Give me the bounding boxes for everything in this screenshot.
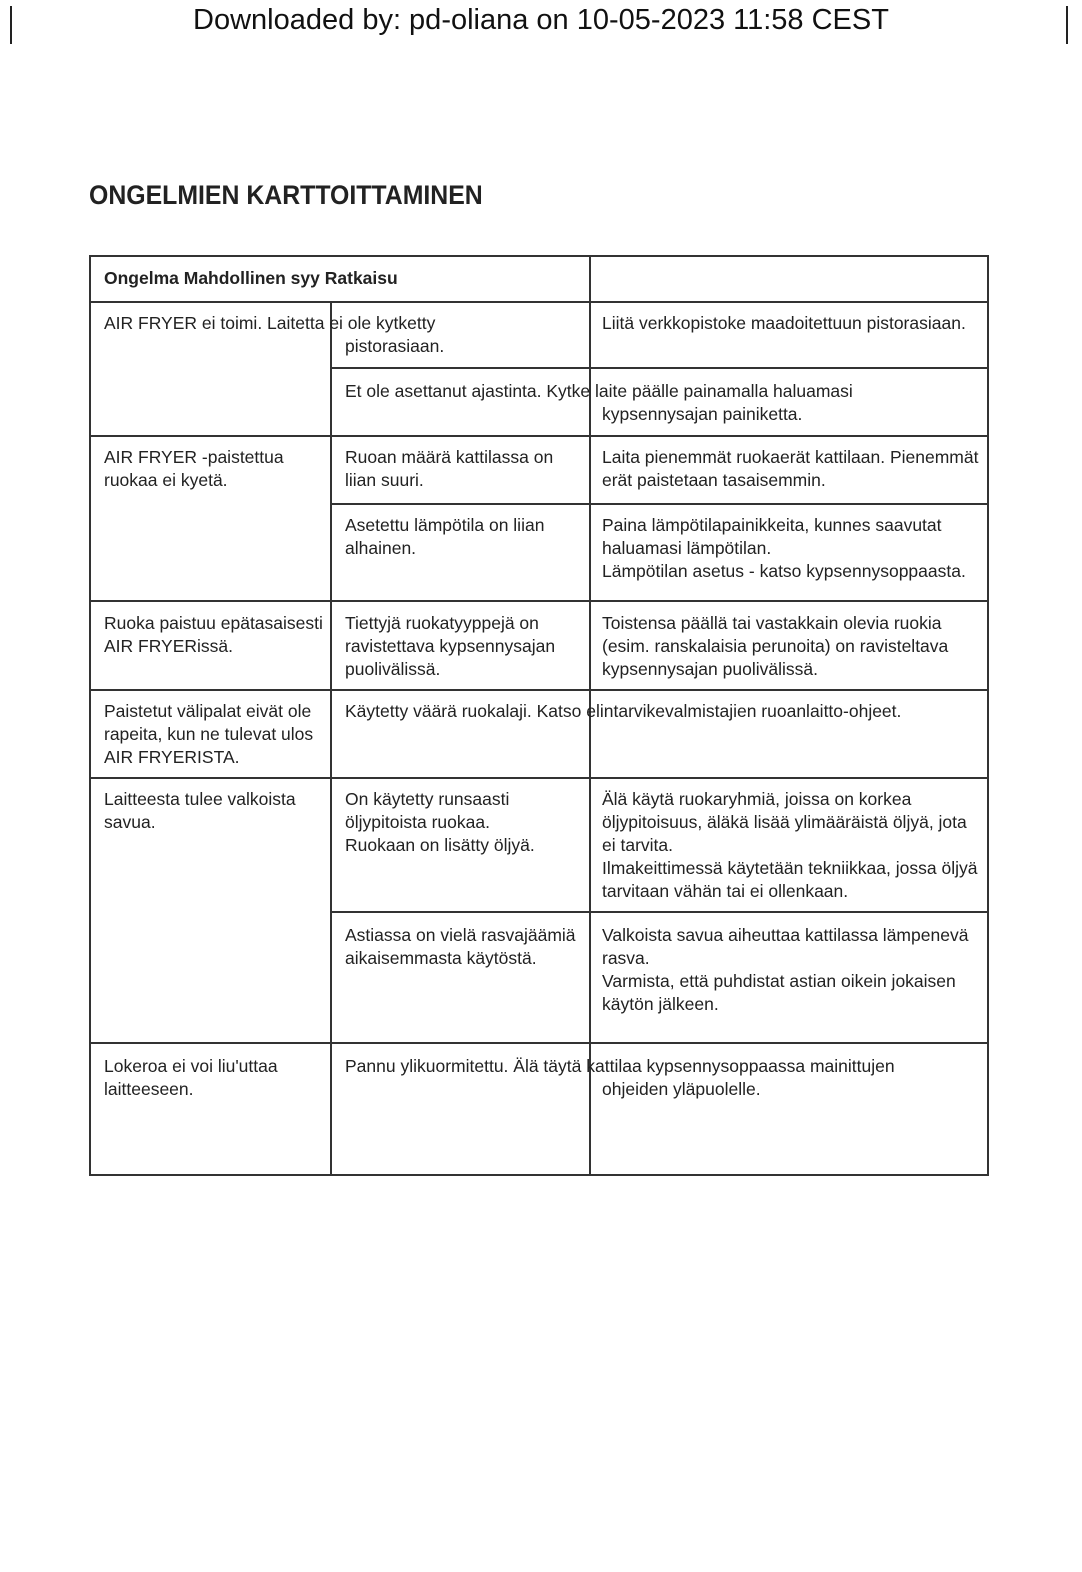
table-cell: ohjeiden yläpuolelle. [602,1079,761,1099]
table-cell: puolivälissä. [345,659,441,679]
table-cell: AIR FRYERISTA. [104,747,240,767]
table-cell: öljypitoisuus, äläkä lisää ylimääräistä öljyä, jota [602,812,967,832]
table-cell: Älä käytä ruokaryhmiä, joissa on korkea [602,789,912,809]
row-divider [330,911,989,913]
row-divider [330,503,989,505]
table-cell: savua. [104,812,156,832]
table-cell: Paistetut välipalat eivät ole [104,701,312,721]
column-divider [330,301,332,1176]
table-cell: AIR FRYER ei toimi. Laitetta ei ole kytketty [104,313,436,333]
table-cell: Liitä verkkopistoke maadoitettuun pistorasiaan. [602,313,966,333]
table-border-top [89,255,989,257]
table-cell: ravistettava kypsennysajan [345,636,556,656]
table-cell: (esim. ranskalaisia perunoita) on ravisteltava [602,636,949,656]
table-cell: Lokeroa ei voi liu'uttaa [104,1056,278,1076]
table-cell: käytön jälkeen. [602,994,719,1014]
table-cell: Laitteesta tulee valkoista [104,789,296,809]
table-cell: On käytetty runsaasti [345,789,510,809]
table-border-bottom [89,1174,989,1176]
header-divider [89,301,989,303]
table-cell: kypsennysajan painiketta. [602,404,803,424]
row-divider [89,435,989,437]
table-cell: haluamasi lämpötilan. [602,538,772,558]
table-header: Ongelma Mahdollinen syy Ratkaisu [104,268,398,288]
row-divider [89,777,989,779]
table-cell: AIR FRYERissä. [104,636,234,656]
row-divider [89,689,989,691]
row-divider [89,600,989,602]
table-cell: Pannu ylikuormitettu. Älä täytä kattilaa kypsennysoppaassa mainittujen [345,1056,895,1076]
table-cell: Lämpötilan asetus - katso kypsennysoppaasta. [602,561,966,581]
left-edge-mark [10,6,12,44]
table-cell: Käytetty väärä ruokalaji. Katso elintarvikevalmistajien ruoanlaitto-ohjeet. [345,701,902,721]
table-cell: pistorasiaan. [345,336,445,356]
table-cell: laitteeseen. [104,1079,194,1099]
table-cell: rapeita, kun ne tulevat ulos [104,724,314,744]
table-border-right [987,255,989,1176]
table-cell: AIR FRYER -paistettua [104,447,284,467]
table-cell: aikaisemmasta käytöstä. [345,948,537,968]
table-cell: Paina lämpötilapainikkeita, kunnes saavutat [602,515,942,535]
right-edge-mark [1066,6,1068,44]
table-cell: erät paistetaan tasaisemmin. [602,470,826,490]
table-cell: ei tarvita. [602,835,673,855]
table-cell: tarvitaan vähän tai ei ollenkaan. [602,881,849,901]
table-cell: Asetettu lämpötila on liian [345,515,545,535]
table-cell: Tiettyjä ruokatyyppejä on [345,613,539,633]
table-cell: Astiassa on vielä rasvajäämiä [345,925,576,945]
row-divider [89,1042,989,1044]
table-cell: kypsennysajan puolivälissä. [602,659,818,679]
table-cell: öljypitoista ruokaa. [345,812,490,832]
table-cell: Valkoista savua aiheuttaa kattilassa lämpenevä [602,925,969,945]
table-cell: ruokaa ei kyetä. [104,470,228,490]
table-cell: Varmista, että puhdistat astian oikein jokaisen [602,971,956,991]
table-cell: alhainen. [345,538,417,558]
table-cell: liian suuri. [345,470,424,490]
table-cell: Et ole asettanut ajastinta. Kytke laite päälle painamalla haluamasi [345,381,853,401]
table-cell: rasva. [602,948,650,968]
row-divider [330,367,989,369]
download-notice: Downloaded by: pd-oliana on 10-05-2023 11:58 CEST [193,4,889,36]
page-title: ONGELMIEN KARTTOITTAMINEN [89,180,483,210]
table-border-left [89,255,91,1176]
table-cell: Ilmakeittimessä käytetään tekniikkaa, jossa öljyä [602,858,978,878]
table-cell: Laita pienemmät ruokaerät kattilaan. Pienemmät [602,447,979,467]
table-cell: Ruoan määrä kattilassa on [345,447,554,467]
table-cell: Ruokaan on lisätty öljyä. [345,835,535,855]
table-cell: Toistensa päällä tai vastakkain olevia ruokia [602,613,942,633]
table-cell: Ruoka paistuu epätasaisesti [104,613,323,633]
